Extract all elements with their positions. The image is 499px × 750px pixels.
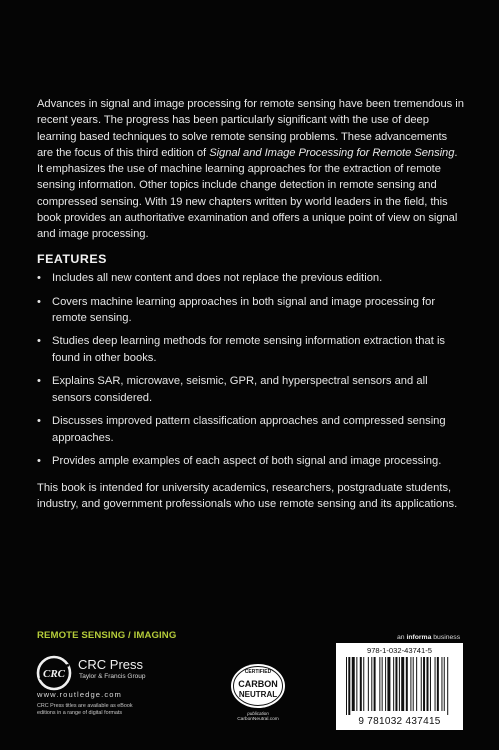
barcode-bar [374, 657, 376, 711]
barcode-bar [444, 657, 445, 711]
bullet-icon: • [37, 272, 41, 284]
feature-item: • Provides ample examples of each aspect of both signal and image processing. [37, 453, 465, 469]
barcode-bar [437, 657, 439, 711]
barcode-bar [421, 657, 422, 711]
barcode-bar [379, 657, 380, 711]
badge-neutral: NEUTRAL [238, 690, 278, 699]
barcode-bar [399, 657, 400, 711]
barcode-bar [430, 657, 431, 711]
barcode-bar [435, 657, 436, 711]
bullet-icon: • [37, 455, 41, 468]
badge-carbon: CARBON [238, 679, 278, 689]
bullet-icon: • [37, 295, 41, 308]
barcode-bar [356, 657, 357, 711]
barcode-bar [410, 657, 411, 711]
feature-item: • Covers machine learning approaches in both signal and image processing for remote sensing. [37, 295, 436, 324]
barcode-bar [413, 657, 414, 711]
barcode-digits: 9 781032 437415 [358, 716, 441, 727]
isbn-number: 978-1-032-43741-5 [366, 646, 433, 655]
barcode-bar [360, 657, 362, 711]
intro-text-before: Advances in signal and image processing for remote sensing have been tremendous in recent years. The progress has been particularly significant with the use of deep learning based techniques to solve remote sensing problems. These advancements are the focus of this third edition of [37, 98, 464, 159]
barcode-bars [346, 657, 453, 715]
informa-brand: informa [406, 634, 432, 641]
closing-paragraph: This book is intended for university academics, researchers, postgraduate students, industry, and government professionals who use remote sensing and its applications. [37, 482, 458, 511]
barcode-bar [348, 657, 350, 715]
badge-certified: CERTIFIED [244, 669, 272, 675]
crc-press-logo [36, 655, 72, 691]
publisher-group: Taylor & Francis Group [79, 673, 146, 680]
intro-text-after: . It emphasizes the use of machine learning approaches for the extraction of remote sensing information. Other topics include change detection in remote sensing and compressed sensing. With 19 new chapters written by world leaders in the field, this book provides an authoritative examination and offers a unique point of view on signal and image processing. [37, 146, 458, 241]
bullet-icon: • [37, 375, 41, 388]
ebook-note: CRC Press titles are available as eBook editions in a range of digital formats [37, 703, 133, 716]
feature-item: • Studies deep learning methods for remote sensing information extraction that is found in other books. [37, 335, 446, 364]
barcode-bar [441, 657, 442, 711]
features-list [37, 270, 465, 477]
barcode-bar [447, 657, 448, 715]
feature-item: • Explains SAR, microwave, seismic, GPR, and hyperspectral sensors and all sensors considered. [37, 375, 428, 404]
intro-paragraph [37, 96, 465, 243]
barcode-bar [406, 657, 408, 711]
carbon-publication-label: publication [247, 711, 269, 716]
book-title: Signal and Image Processing for Remote Sensing [209, 146, 455, 159]
isbn-barcode [336, 643, 463, 730]
feature-item: • Discusses improved pattern classification approaches and compressed sensing approaches. [37, 415, 446, 444]
subject-category: REMOTE SENSING / IMAGING [37, 630, 177, 641]
barcode-bar [371, 657, 372, 711]
barcode-bar [346, 657, 347, 715]
barcode-bar [423, 657, 425, 711]
informa-business-label: an informa business [397, 634, 461, 641]
bullet-icon: • [37, 335, 41, 348]
barcode-bar [352, 657, 355, 711]
barcode-bar [363, 657, 364, 711]
features-heading: FEATURES [37, 252, 107, 266]
carbon-url: CarbonNeutral.com [237, 717, 279, 722]
barcode-bar [401, 657, 404, 711]
barcode-bar [416, 657, 417, 711]
barcode-bar [427, 657, 429, 711]
crc-logo-text: CRC [42, 668, 66, 680]
barcode-bar [368, 657, 369, 711]
barcode-bar [387, 657, 390, 711]
barcode-bar [393, 657, 394, 711]
barcode-bar [385, 657, 386, 711]
carbon-neutral-icon [229, 660, 287, 710]
publisher-url: www.routledge.com [37, 690, 122, 699]
bullet-icon: • [37, 415, 41, 428]
barcode-bar [382, 657, 383, 711]
publisher-name: CRC Press [78, 657, 144, 672]
feature-item: • Includes all new content and does not replace the previous edition. [37, 270, 465, 286]
barcode-bar [395, 657, 397, 711]
